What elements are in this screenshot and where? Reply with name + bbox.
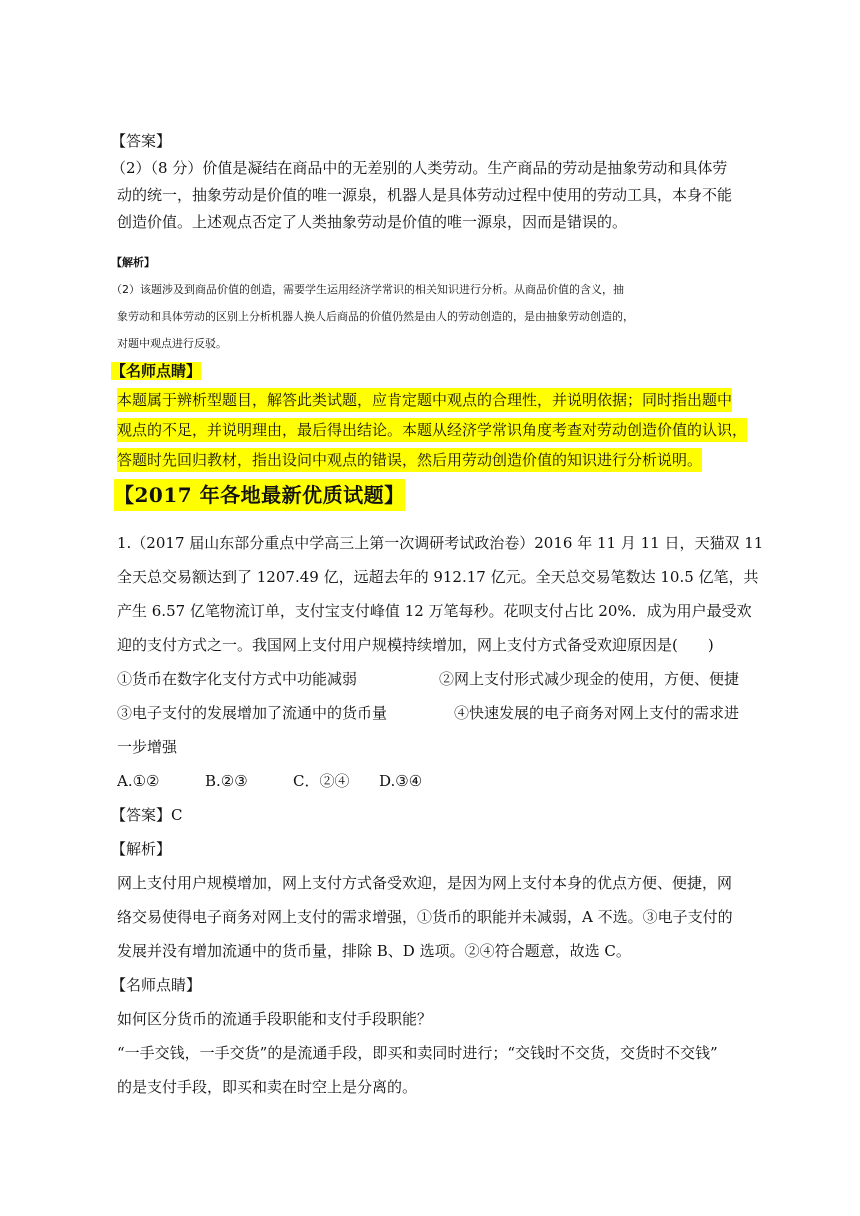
analysis-line-2: 象劳动和具体劳动的区别上分析机器人换人后商品的价值仍然是由人的劳动创造的，是由抽象劳动创造的， bbox=[117, 310, 634, 323]
question-tip-line-1: 如何区分货币的流通手段职能和支付手段职能？ bbox=[117, 1010, 433, 1028]
option-4: ④快速发展的电子商务对网上支付的需求进 bbox=[453, 704, 739, 722]
answer-line-3: 创造价值。上述观点否定了人类抽象劳动是价值的唯一源泉，因而是错误的。 bbox=[117, 213, 628, 231]
question-analysis-line-1: 网上支付用户规模增加，网上支付方式备受欢迎，是因为网上支付本身的优点方便、便捷，网 bbox=[117, 874, 733, 892]
question-line-3: 产生 6.57 亿笔物流订单，支付宝支付峰值 12 万笔每秒。花呗支付占比 20%．成为用户最受欢 bbox=[117, 602, 752, 620]
option-1: ①货币在数字化支付方式中功能减弱 bbox=[117, 670, 358, 688]
question-analysis-line-2: 络交易使得电子商务对网上支付的需求增强，①货币的职能并未减弱，A 不选。③电子支付的 bbox=[117, 908, 733, 926]
question-line-4: 迎的支付方式之一。我国网上支付用户规模持续增加，网上支付方式备受欢迎原因是( ) bbox=[117, 636, 714, 654]
teacher-tip-line-1: 本题属于辨析型题目，解答此类试题，应肯定题中观点的合理性，并说明依据；同时指出题中 bbox=[117, 388, 732, 412]
question-answer: 【答案】C bbox=[111, 806, 183, 824]
choice-c: C．②④ bbox=[293, 772, 350, 790]
option-row-2 bbox=[117, 696, 739, 730]
question-line-2: 全天总交易额达到了 1207.49 亿，远超去年的 912.17 亿元。全天总交易笔数达 10.5 亿笔，共 bbox=[117, 568, 759, 586]
answer-section bbox=[111, 128, 733, 236]
option-4-continued: 一步增强 bbox=[117, 738, 178, 756]
analysis-line-3: 对题中观点进行反驳。 bbox=[117, 337, 227, 350]
section-title-row bbox=[114, 479, 405, 511]
answer-line-1: （2）（8 分）价值是凝结在商品中的无差别的人类劳动。生产商品的劳动是抽象劳动和具体劳 bbox=[111, 159, 728, 177]
tip-row-1 bbox=[117, 385, 739, 415]
section-title: 【2017 年各地最新优质试题】 bbox=[114, 479, 405, 511]
option-3: ③电子支付的发展增加了流通中的货币量 bbox=[117, 704, 388, 722]
tip-row-2 bbox=[117, 415, 748, 445]
choice-b: B.②③ bbox=[205, 772, 248, 790]
tip-row-3 bbox=[117, 445, 739, 475]
option-row-1 bbox=[117, 662, 739, 696]
teacher-tip-line-2: 观点的不足，并说明理由，最后得出结论。本题从经济学常识角度考查对劳动创造价值的认识， bbox=[117, 418, 747, 442]
question-tip-line-3: 的是支付手段，即买和卖在时空上是分离的。 bbox=[117, 1078, 418, 1096]
question-analysis-label: 【解析】 bbox=[111, 840, 172, 858]
answer-line-2: 动的统一，抽象劳动是价值的唯一源泉，机器人是具体劳动过程中使用的劳动工具，本身不能 bbox=[117, 186, 733, 204]
choice-a: A.①② bbox=[117, 772, 160, 790]
analysis-line-1: （2）该题涉及到商品价值的创造，需要学生运用经济学常识的相关知识进行分析。从商品价值的含义，抽 bbox=[111, 283, 624, 296]
question-section bbox=[111, 526, 764, 1104]
tip-label-row bbox=[111, 358, 739, 385]
question-tip-label: 【名师点睛】 bbox=[111, 976, 202, 994]
teacher-tip-line-3: 答题时先回归教材，指出设问中观点的错误，然后用劳动创造价值的知识进行分析说明。 bbox=[117, 448, 702, 472]
teacher-tip-section bbox=[111, 358, 748, 475]
question-tip-line-2: “一手交钱，一手交货”的是流通手段，即买和卖同时进行；“交钱时不交货，交货时不交钱” bbox=[117, 1044, 718, 1062]
option-2: ②网上支付形式减少现金的使用，方便、便捷 bbox=[438, 670, 739, 688]
question-analysis-line-3: 发展并没有增加流通中的货币量，排除 B、D 选项。②④符合题意，故选 C。 bbox=[117, 942, 631, 960]
question-line-1: 1.（2017 届山东部分重点中学高三上第一次调研考试政治卷）2016 年 11 月 11 日，天猫双 11 bbox=[117, 534, 764, 552]
choices-row bbox=[117, 764, 739, 798]
teacher-tip-label: 【名师点睛】 bbox=[111, 362, 202, 380]
analysis-section bbox=[111, 249, 634, 357]
choice-d: D.③④ bbox=[379, 772, 423, 790]
answer-label: 【答案】 bbox=[111, 132, 172, 150]
analysis-label: 【解析】 bbox=[111, 256, 155, 269]
